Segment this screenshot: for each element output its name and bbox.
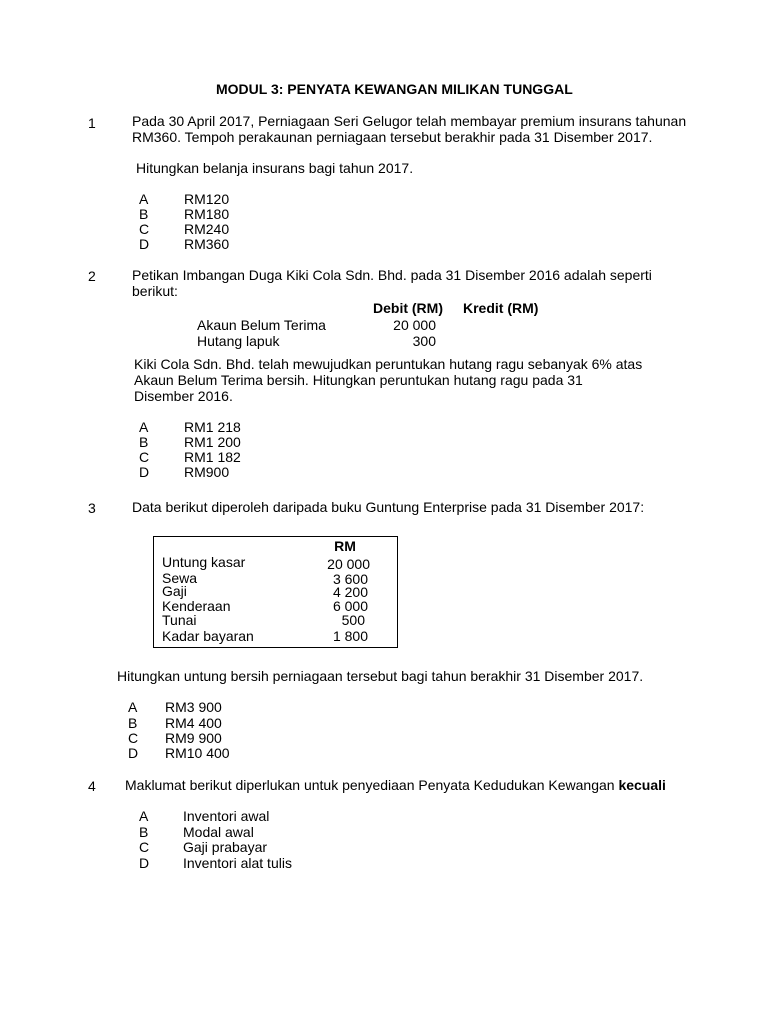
q1-option-c-text: RM240	[184, 221, 230, 237]
q4-option-c-letter: C	[139, 839, 150, 855]
q1-option-d-letter: D	[139, 236, 150, 252]
question-4-number: 4	[88, 778, 96, 794]
question-2-line-2: berikut:	[132, 283, 178, 299]
q3-option-a-letter: A	[128, 699, 138, 715]
q1-option-b-text: RM180	[184, 206, 230, 222]
question-2-number: 2	[88, 268, 96, 284]
q3-option-d-text: RM10 400	[165, 745, 230, 761]
q4-option-b-text: Modal awal	[183, 824, 254, 840]
question-1-prompt: Hitungkan belanja insurans bagi tahun 2017.	[136, 160, 414, 176]
q3-row-5-value: 500	[341, 612, 365, 628]
question-3-prompt: Hitungkan untung bersih perniagaan tersebut bagi tahun berakhir 31 Disember 2017.	[117, 668, 644, 684]
question-1-line-1: Pada 30 April 2017, Perniagaan Seri Gelugor telah membayar premium insurans tahunan	[132, 113, 687, 129]
q1-option-a-letter: A	[139, 191, 149, 207]
q2-row-2-label: Hutang lapuk	[197, 333, 280, 349]
q1-option-a-text: RM120	[184, 191, 230, 207]
q2-row-1-label: Akaun Belum Terima	[197, 317, 326, 333]
q4-option-c-text: Gaji prabayar	[183, 839, 268, 855]
q4-option-d-letter: D	[139, 855, 150, 871]
q2-option-a-text: RM1 218	[184, 419, 241, 435]
question-4-emphasis: kecuali	[618, 777, 666, 793]
q3-row-4-value: 6 000	[332, 598, 368, 614]
col-header-kredit: Kredit (RM)	[463, 300, 539, 316]
col-header-debit: Debit (RM)	[373, 300, 443, 316]
q2-row-2-debit: 300	[412, 333, 436, 349]
question-2-line-1: Petikan Imbangan Duga Kiki Cola Sdn. Bhd. pada 31 Disember 2016 adalah seperti	[132, 267, 652, 283]
question-2-para-3: Disember 2016.	[134, 388, 233, 404]
q3-row-2-value: 3 600	[332, 571, 368, 587]
q3-row-2-label: Sewa	[162, 570, 198, 586]
q1-option-c-letter: C	[139, 221, 150, 237]
q3-row-5-label: Tunai	[162, 612, 197, 628]
question-1-number: 1	[88, 115, 96, 131]
question-4-line-1	[125, 777, 666, 793]
page-title: MODUL 3: PENYATA KEWANGAN MILIKAN TUNGGAL	[216, 81, 573, 97]
q4-option-d-text: Inventori alat tulis	[183, 855, 292, 871]
q1-option-b-letter: B	[139, 206, 149, 222]
q3-option-a-text: RM3 900	[165, 699, 222, 715]
q2-option-d-text: RM900	[184, 464, 230, 480]
question-4-text: Maklumat berikut diperlukan untuk penyediaan Penyata Kedudukan Kewangan	[125, 777, 615, 793]
q3-option-b-letter: B	[128, 715, 138, 731]
q2-row-1-debit: 20 000	[393, 317, 436, 333]
q2-option-a-letter: A	[139, 419, 149, 435]
question-1-line-2: RM360. Tempoh perakaunan perniagaan tersebut berakhir pada 31 Disember 2017.	[132, 129, 653, 145]
q3-option-c-letter: C	[128, 730, 139, 746]
q4-option-b-letter: B	[139, 824, 149, 840]
col-header-rm: RM	[334, 538, 356, 554]
q3-row-3-value: 4 200	[332, 584, 368, 600]
q3-option-c-text: RM9 900	[165, 730, 222, 746]
q1-option-d-text: RM360	[184, 236, 230, 252]
q2-option-c-letter: C	[139, 449, 150, 465]
q2-option-b-letter: B	[139, 434, 149, 450]
q3-row-1-label: Untung kasar	[162, 554, 246, 570]
q4-option-a-letter: A	[139, 808, 149, 824]
question-3-line-1: Data berikut diperoleh daripada buku Guntung Enterprise pada 31 Disember 2017:	[132, 499, 645, 515]
q3-row-6-value: 1 800	[332, 628, 368, 644]
q4-option-a-text: Inventori awal	[183, 808, 270, 824]
q3-row-6-label: Kadar bayaran	[162, 628, 254, 644]
question-3-number: 3	[88, 500, 96, 516]
q3-row-1-value: 20 000	[327, 556, 370, 572]
q3-row-4-label: Kenderaan	[162, 598, 231, 614]
q3-option-b-text: RM4 400	[165, 715, 222, 731]
q2-option-b-text: RM1 200	[184, 434, 241, 450]
question-2-para-2: Akaun Belum Terima bersih. Hitungkan peruntukan hutang ragu pada 31	[134, 372, 583, 388]
question-2-para-1: Kiki Cola Sdn. Bhd. telah mewujudkan peruntukan hutang ragu sebanyak 6% atas	[134, 356, 643, 372]
q2-option-d-letter: D	[139, 464, 150, 480]
q3-row-3-label: Gaji	[162, 583, 187, 599]
q3-option-d-letter: D	[128, 745, 139, 761]
q2-option-c-text: RM1 182	[184, 449, 241, 465]
